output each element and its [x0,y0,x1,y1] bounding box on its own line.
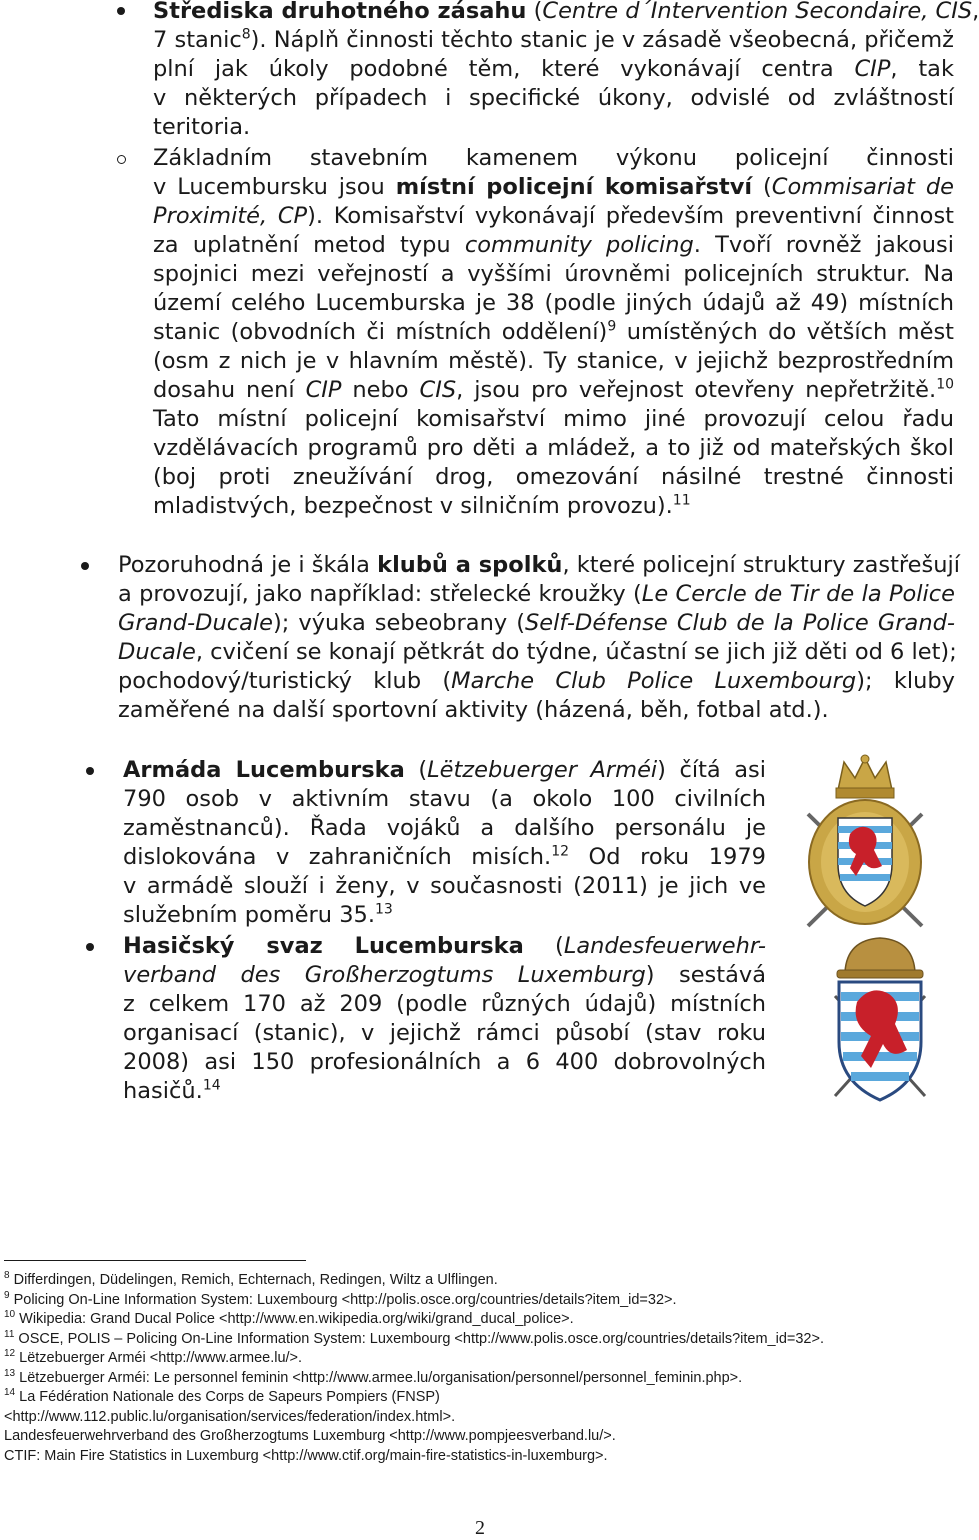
footnote [4,1427,616,1447]
footnote-number: 13 [4,1367,16,1379]
footnote-text: Landesfeuerwehrverband des Großherzogtums Luxemburg <http://www.pompjeesverband.lu/>. [4,1428,616,1444]
paragraph-cis: Střediska druhotného zásahu (Centre d´Intervention Secondaire, CIS, 7 stanic$^8$). Náplň činnosti těchto stanic je v zásadě všeobecná, přičemž plní jak úkoly podobné těm, které vykonávají centra CIP, tak v některých případech i specifické úkony, odvislé od zvláštností teritoria. [153,0,979,140]
bullet [117,155,126,164]
footnote [4,1349,302,1369]
bullet [81,562,89,570]
footnote-number: 14 [4,1387,16,1399]
footnote-separator [4,1260,306,1261]
footnote [4,1271,498,1291]
paragraph-cp: Základním stavebním kamenem výkonu policejní činnosti v Lucembursku jsou místní policejní komisařství (Commisariat de Proximité, CP). Komisařství vykonávají především preventivní činnost za uplatnění metod typu community policing. Tvoří rovněž jakousi spojnici mezi veřejností a vyššími úrovněmi policejních struktur. Na území celého Lucemburska je 38 (podle jiných údajů až 49) místních stanic (obvodních či místních oddělení)$^9$ umístěných do větších měst (osm z nich je v hlavním městě). Ty stanice, v jejichž bezprostředním dosahu není CIP nebo CIS, jsou pro veřejnost otevřeny nepřetržitě.$^{10}$ Tato místní policejní komisařství mimo jiné provozují celou řadu vzdělávacích programů pro děti a mládež, a to již od mateřských škol (boj proti zneužívání drog, omezování násilné trestné činnosti mladistvých, bezpečnost v silničním provozu).$^{11}$ [153,145,955,519]
footnote [4,1310,574,1330]
footnote-text: Policing On-Line Information System: Luxembourg <http://polis.osce.org/countries/details?item_id=32>. [9,1291,677,1308]
paragraph-clubs: Pozoruhodná je i škála klubů a spolků, které policejní struktury zastřešují a provozují, jako například: střelecké kroužky (Le Cercle de Tir de la Police Grand-Ducale); výuka sebeobrany (Self-Défense Club de la Police Grand- Ducale, cvičení se konají pětkrát do týdne, účastní se jich již děti od 6 let); pochodový/turistický klub (Marche Club Police Luxembourg); kluby zaměřené na další sportovní aktivity (házená, běh, fotbal atd.). [118,552,960,723]
footnote-number: 12 [4,1348,16,1360]
footnote [4,1388,440,1408]
footnote-number: 9 [4,1289,10,1301]
footnote-text: Lëtzebuerger Arméi: Le personnel feminin <http://www.armee.lu/organisation/personnel/personnel_feminin.php>. [15,1369,743,1386]
footnote-number: 8 [4,1270,10,1282]
bullet [117,7,125,15]
paragraph-firefighters: Hasičský svaz Lucemburska (Landesfeuerwehr- verband des Großherzogtums Luxemburg) sestává z celkem 170 až 209 (podle různých údajů) místních organisací (stanic), v jejichž rámci působí (stav roku 2008) asi 150 profesionálních a 6 400 dobrovolných hasičů.$^{14}$ [123,933,767,1104]
footnote-number: 11 [4,1328,15,1340]
footnote-text: Lëtzebuerger Arméi <http://www.armee.lu/>. [15,1350,303,1366]
footnote-text: Wikipedia: Grand Ducal Police <http://www.en.wikipedia.org/wiki/grand_ducal_police>. [15,1311,574,1327]
footnote-text: <http://www.112.public.lu/organisation/services/federation/index.html>. [4,1408,456,1425]
footnote-text: CTIF: Main Fire Statistics in Luxemburg <http://www.ctif.org/main-fire-statistics-in-luxemburg>. [4,1447,608,1464]
footnote [4,1330,824,1350]
army-emblem-icon [800,754,930,934]
page-number: 2 [475,1517,485,1539]
footnote-text: OSCE, POLIS – Policing On-Line Information System: Luxembourg <http://www.polis.osce.org/countries/details?item_id=32>. [14,1330,824,1347]
paragraph-army: Armáda Lucemburska (Lëtzebuerger Arméi) čítá asi 790 osob v aktivním stavu (a okolo 100 civilních zaměstnanců). Řada vojáků a dalšího personálu je dislokována v zahraničních misích.$^{12}$ Od roku 1979 v armádě slouží i ženy, v současnosti (2011) je jich ve služebním poměru 35.13 [123,757,767,928]
footnote [4,1408,455,1428]
footnote [4,1291,677,1311]
firefighters-emblem-icon [815,932,945,1107]
bullet [86,767,94,775]
bullet [86,943,94,951]
footnote-ref: 8 [241,26,251,43]
footnote [4,1447,608,1467]
footnote [4,1369,742,1389]
footnote-number: 10 [4,1309,16,1321]
footnote-text: La Fédération Nationale des Corps de Sapeurs Pompiers (FNSP) [15,1389,440,1405]
footnote-text: Differdingen, Düdelingen, Remich, Echternach, Redingen, Wiltz a Ulflingen. [9,1272,498,1288]
